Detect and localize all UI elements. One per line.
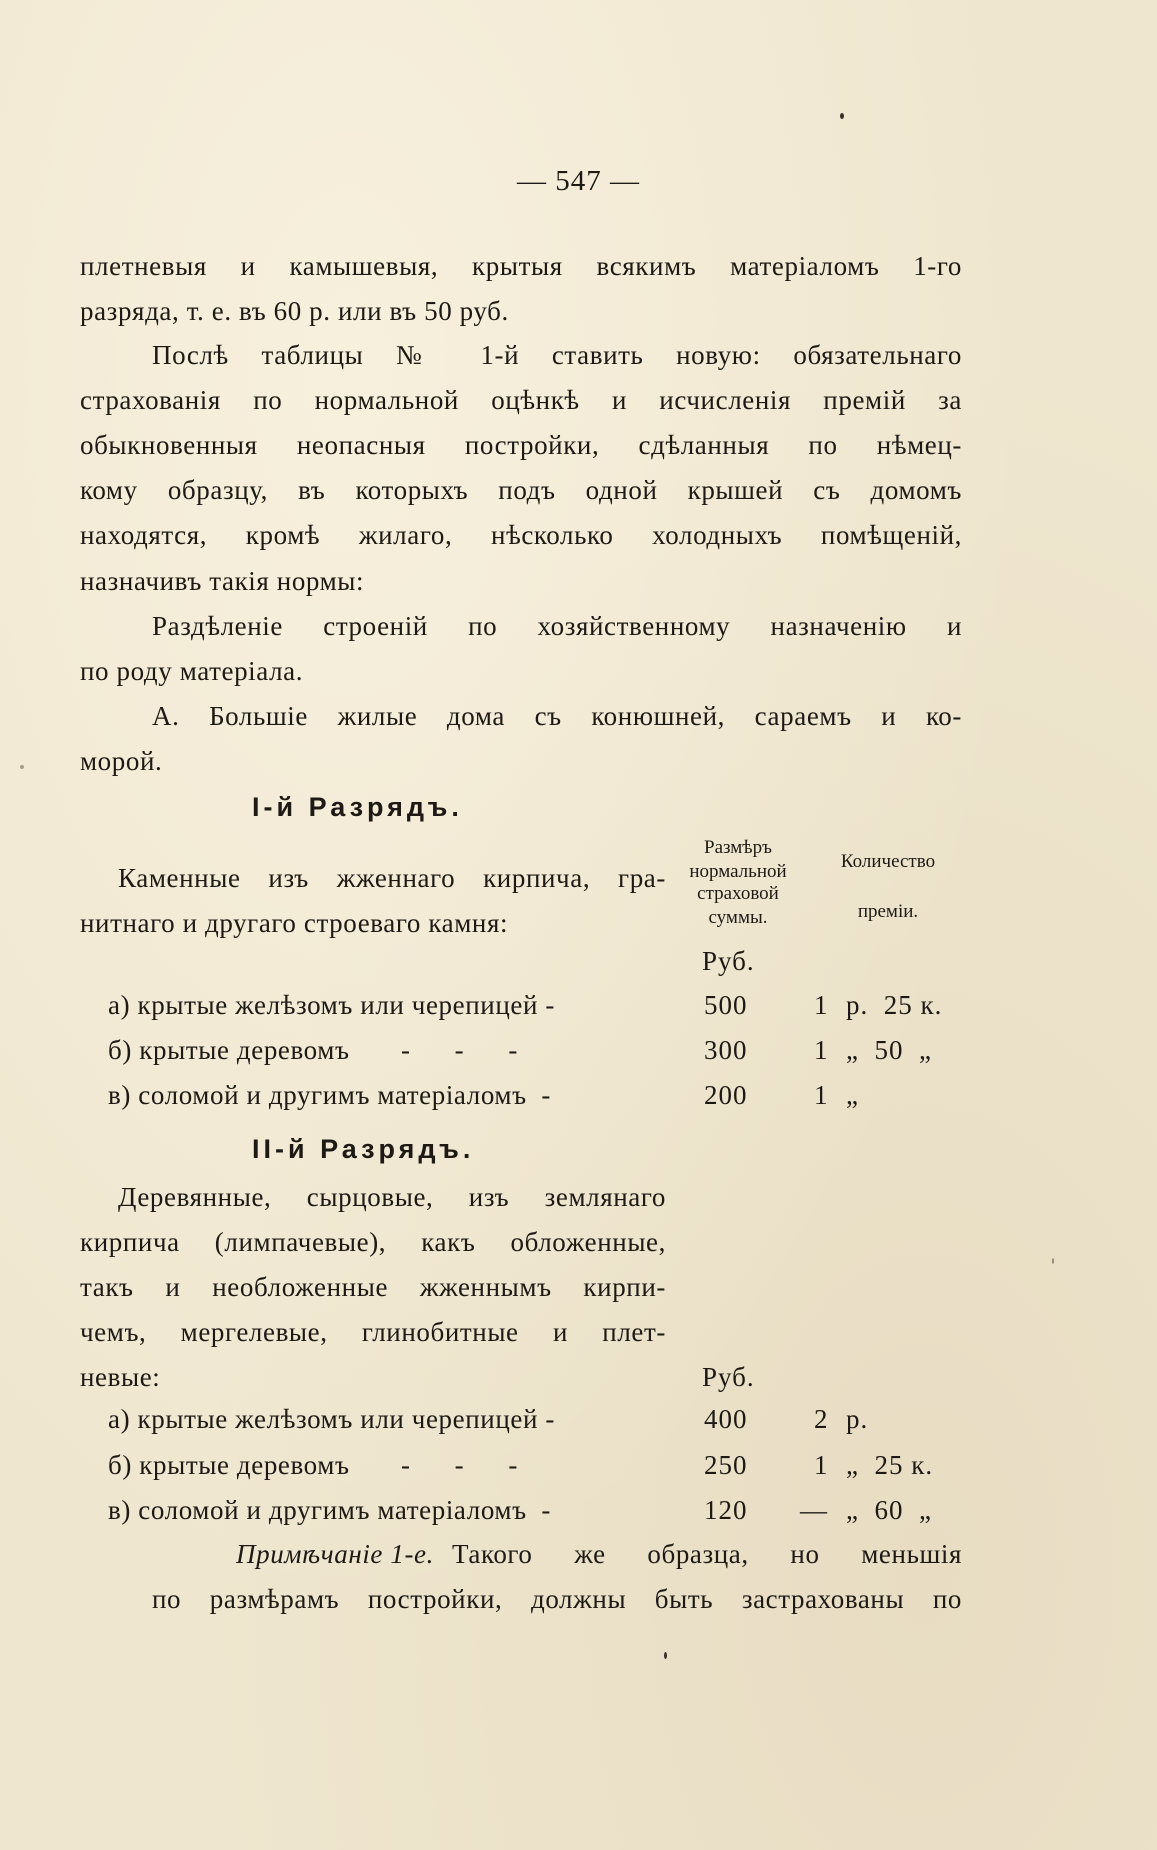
section-1-row-b-label: б) крытые деревомъ - - - (108, 1035, 518, 1065)
section-2-row-c-premium-rub: — (800, 1495, 828, 1525)
section-1-row-a-premium-rub: 1 (814, 990, 829, 1020)
note-line-1 (236, 1538, 962, 1572)
paragraph-4-line-2: морой. (80, 746, 163, 776)
section-1-row-c-sum: 200 (704, 1080, 748, 1110)
ink-speck (1052, 1258, 1054, 1264)
section-2-row-c-premium-rest: „ 60 „ (846, 1495, 932, 1525)
section-2-description-line-1: Деревянные, сырцовые, изъ землянаго (118, 1182, 666, 1212)
paragraph-2-line-4: кому образцу, въ которыхъ подъ одной крышей съ домомъ (80, 475, 962, 505)
section-2-row-a-label: а) крытые желѣзомъ или черепицей - (108, 1404, 555, 1434)
paragraph-1-line-2: разряда, т. е. въ 60 р. или въ 50 руб. (80, 296, 509, 326)
paragraph-2-line-1: Послѣ таблицы № 1-й ставить новую: обязательнаго (152, 340, 962, 370)
section-1-row-b-premium-rub: 1 (814, 1035, 829, 1065)
note-title: Примѣчаніе 1-е. (236, 1539, 434, 1569)
section-2-row-b-premium-rest: „ 25 к. (846, 1450, 934, 1480)
section-1-row-c-premium-rub: 1 (814, 1080, 829, 1110)
section-2-row-c-label: в) соломой и другимъ матеріаломъ - (108, 1495, 551, 1525)
section-2-description-line-2: кирпича (лимпачевые), какъ обложенные, (80, 1227, 666, 1257)
section-2-unit: Руб. (702, 1362, 755, 1392)
ink-speck (20, 765, 24, 769)
paragraph-2-line-2: страхованія по нормальной оцѣнкѣ и исчисленія премій за (80, 385, 962, 415)
section-2-description-line-4: чемъ, мергелевые, глинобитные и плет- (80, 1317, 666, 1347)
section-1-description-line-1: Каменные изъ жженнаго кирпича, гра- (118, 863, 666, 893)
section-2-row-c-sum: 120 (704, 1495, 748, 1525)
section-2-row-b-sum: 250 (704, 1450, 748, 1480)
paragraph-2-line-3: обыкновенныя неопасныя постройки, сдѣланныя по нѣмец- (80, 430, 962, 460)
section-2-row-b-premium-rub: 1 (814, 1450, 829, 1480)
premium-header-line-1: Количество (840, 851, 936, 872)
section-1-row-a-label: а) крытые желѣзомъ или черепицей - (108, 990, 555, 1020)
ink-speck (840, 113, 844, 119)
sum-header-line-3: страховой (697, 883, 779, 904)
section-1-heading: І-й Разрядъ. (252, 792, 463, 822)
section-2-row-a-sum: 400 (704, 1404, 748, 1434)
sum-header-line-2: нормальной (689, 861, 787, 882)
section-1-row-b-sum: 300 (704, 1035, 748, 1065)
section-2-row-a-premium-rest: р. (846, 1404, 869, 1434)
section-1-description-line-2: нитнаго и другаго строеваго камня: (80, 908, 509, 938)
sum-header-line-1: Размѣръ (704, 837, 772, 858)
paragraph-3-line-1: Раздѣленіе строеній по хозяйственному назначенію и (152, 611, 962, 641)
section-1-row-a-premium-rest: р. 25 к. (846, 990, 943, 1020)
section-2-heading: ІІ-й Разрядъ. (252, 1134, 475, 1164)
note-line-2: по размѣрамъ постройки, должны быть застрахованы по (152, 1584, 962, 1614)
paragraph-2-line-5: находятся, кромѣ жилаго, нѣсколько холодныхъ помѣщеній, (80, 520, 962, 550)
sum-header-line-4: суммы. (708, 907, 768, 928)
section-2-row-a-premium-rub: 2 (814, 1404, 829, 1434)
section-1-row-c-label: в) соломой и другимъ матеріаломъ - (108, 1080, 551, 1110)
section-1-unit: Руб. (702, 946, 755, 976)
paragraph-1-line-1: плетневыя и камышевыя, крытыя всякимъ матеріаломъ 1-го (80, 251, 962, 281)
section-1-row-a-sum: 500 (704, 990, 748, 1020)
section-1-row-b-premium-rest: „ 50 „ (846, 1035, 932, 1065)
paragraph-2-line-6: назначивъ такія нормы: (80, 566, 365, 596)
note-line-1-rest: Такого же образца, но меньшія (451, 1539, 962, 1569)
ink-speck (664, 1652, 667, 1659)
page-number: — 547 — (517, 165, 640, 197)
section-2-description-line-5: невые: (80, 1362, 161, 1392)
paragraph-4-line-1: А. Большіе жилые дома съ конюшней, сараемъ и ко- (152, 701, 962, 731)
section-2-description-line-3: такъ и необложенные жженнымъ кирпи- (80, 1272, 666, 1302)
paragraph-3-line-2: по роду матеріала. (80, 656, 304, 686)
section-1-row-c-premium-rest: „ (846, 1080, 859, 1110)
section-2-row-b-label: б) крытые деревомъ - - - (108, 1450, 518, 1480)
premium-header-line-2: преміи. (857, 901, 919, 922)
